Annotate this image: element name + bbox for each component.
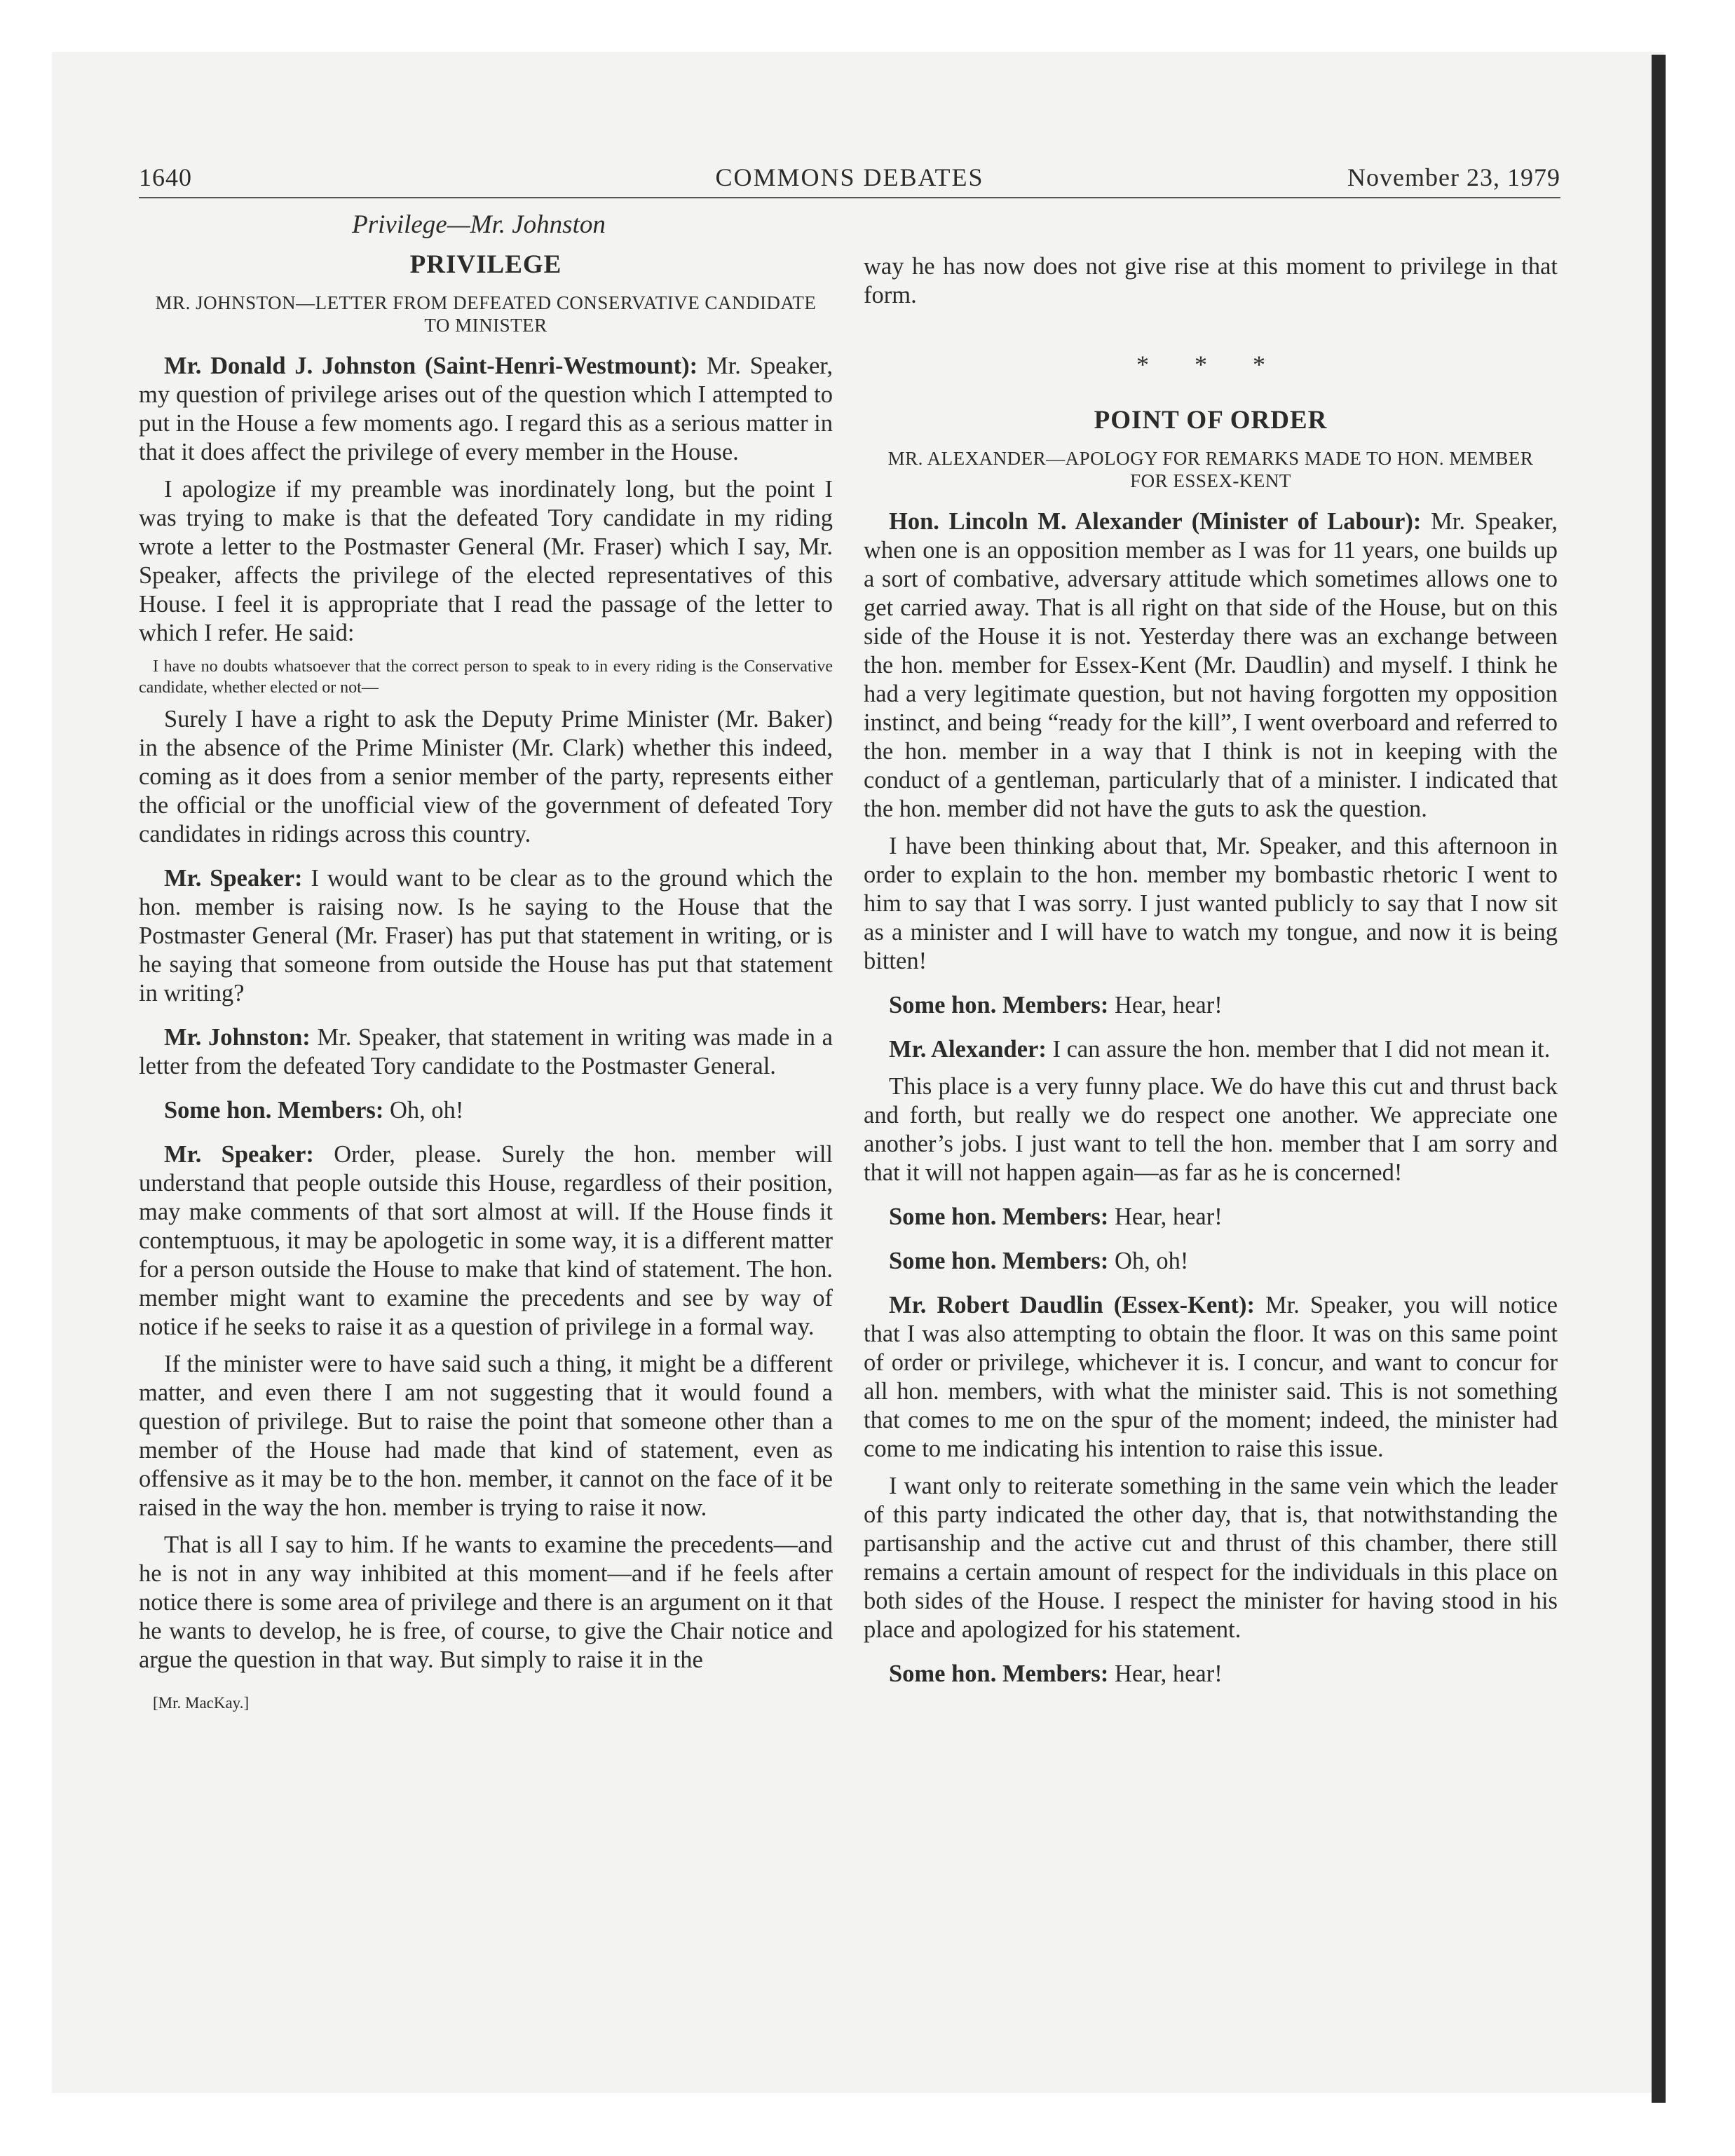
speech-members-2 xyxy=(864,991,1558,1020)
speaker-name: Some hon. Members: xyxy=(889,1660,1109,1687)
speech-text: Mr. Speaker, you will notice that I was also attempting to obtain the floor. It was on this same point of order or privilege, whichever it is. I concur, and want to concur for all hon. members, with what the minister said. This is not something that comes to me on the spur of the moment; indeed, the minister had come to me indicating his intention to raise this issue. xyxy=(864,1292,1558,1462)
running-head: Privilege—Mr. Johnston xyxy=(352,210,606,239)
speech-text: Hear, hear! xyxy=(1108,992,1223,1018)
speaker-name: Hon. Lincoln M. Alexander (Minister of Labour): xyxy=(889,508,1422,535)
sub-head-alexander: MR. ALEXANDER—APOLOGY FOR REMARKS MADE TO HON. MEMBER FOR ESSEX-KENT xyxy=(887,448,1534,491)
speaker-name: Mr. Donald J. Johnston (Saint-Henri-Westmount): xyxy=(164,353,698,379)
speech-text: I can assure the hon. member that I did not mean it. xyxy=(1046,1036,1551,1063)
letter-quote: I have no doubts whatsoever that the correct person to speak to in every riding is the Conservative candidate, whether elected or not— xyxy=(139,657,833,697)
speaker-name: Some hon. Members: xyxy=(889,992,1109,1018)
header-rule xyxy=(139,197,1560,198)
speaker-name: Mr. Robert Daudlin (Essex-Kent): xyxy=(889,1292,1255,1318)
section-title-privilege: PRIVILEGE xyxy=(409,250,562,279)
right-column xyxy=(864,252,1558,1688)
speaker-name: Some hon. Members: xyxy=(889,1248,1109,1274)
paragraph: This place is a very funny place. We do have this cut and thrust back and forth, but really we do respect one another. We appreciate one another’s jobs. I just want to tell the hon. member that I am sorry and that it will not happen again—as far as he is concerned! xyxy=(864,1073,1558,1186)
speaker-name: Some hon. Members: xyxy=(164,1097,384,1124)
page-number: 1640 xyxy=(139,163,192,191)
speech-members-4 xyxy=(864,1247,1558,1276)
speech-text: Mr. Speaker, when one is an opposition member as I was for 11 years, one builds up a sort of combative, adversary attitude which sometimes allows one to get carried away. That is all right on that side of the House, but on this side of the House it is not. Yesterday there was an exchange between the hon. member for Essex-Kent (Mr. Daudlin) and myself. I think he had a very legitimate question, but not having forgotten my opposition instinct, and being “ready for the kill”, I went overboard and referred to the hon. member in a way that I think is not in keeping with the conduct of a gentleman, particularly that of a minister. I indicated that the hon. member did not have the guts to ask the question. xyxy=(864,508,1558,822)
speech-text: Oh, oh! xyxy=(1108,1248,1189,1274)
paragraph-continued: way he has now does not give rise at this moment to privilege in that form. xyxy=(864,253,1558,308)
speaker-name: Mr. Johnston: xyxy=(164,1024,311,1051)
paragraph: I want only to reiterate something in the same vein which the leader of this party indicated the other day, that is, that notwithstanding the partisanship and the active cut and thrust of this chamber, there still remains a certain amount of respect for the individuals in this place on both sides of the House. I respect the minister for having stood in his place and apologized for his statement. xyxy=(864,1473,1558,1643)
speaker-name: Mr. Speaker: xyxy=(164,865,303,892)
speech-members-3 xyxy=(864,1203,1558,1231)
section-separator-stars: * * * xyxy=(1136,350,1285,378)
speech-alexander-1 xyxy=(864,507,1558,824)
paragraph: If the minister were to have said such a thing, it might be a different matter, and even there I am not suggesting that it would found a question of privilege. But to raise the point that someone other than a member of the House had made that kind of statement, even as offensive as it may be to the hon. member, it cannot on the face of it be raised in the way the hon. member is trying to raise it now. xyxy=(139,1351,833,1521)
speech-text: I would want to be clear as to the ground which the hon. member is raising now. Is he saying to the House that the Postmaster General (Mr. Fraser) has put that statement in writing, or is he saying that someone from outside the House has put that statement in writing? xyxy=(139,865,834,1007)
page-header xyxy=(139,163,1560,199)
speech-text: Oh, oh! xyxy=(383,1097,464,1124)
section-title-point-of-order: POINT OF ORDER xyxy=(1094,406,1328,435)
attribution-note: [Mr. MacKay.] xyxy=(153,1694,250,1712)
paragraph: That is all I say to him. If he wants to examine the precedents—and he is not in any way inhibited at this moment—and if he feels after notice there is some area of privilege and there is an argument on it that he wants to develop, he is free, of course, to give the Chair notice and argue the question in that way. But simply to raise it in the xyxy=(139,1531,833,1673)
paragraph: Surely I have a right to ask the Deputy Prime Minister (Mr. Baker) in the absence of the Prime Minister (Mr. Clark) whether this indeed, coming as it does from a senior member of the party, represents either the official or the unofficial view of the government of defeated Tory candidates in ridings across this country. xyxy=(139,706,833,847)
speaker-name: Mr. Speaker: xyxy=(164,1141,314,1168)
speech-alexander-2 xyxy=(864,1035,1558,1064)
speech-johnston-1 xyxy=(139,352,833,467)
speaker-name: Some hon. Members: xyxy=(889,1203,1109,1230)
page-date: November 23, 1979 xyxy=(1347,163,1560,191)
speech-text: Mr. Speaker, that statement in writing was made in a letter from the defeated Tory candidate to the Postmaster General. xyxy=(139,1024,833,1079)
speech-text: Hear, hear! xyxy=(1108,1660,1223,1687)
scan-edge-shadow xyxy=(1652,55,1666,2103)
speech-johnston-2 xyxy=(139,1023,833,1081)
speech-text: Mr. Speaker, my question of privilege arises out of the question which I attempted to put in the House a few moments ago. I regard this as a serious matter in that it does affect the privilege of every member in the House. xyxy=(139,353,833,465)
speech-speaker-1 xyxy=(139,864,833,1008)
speech-text: Hear, hear! xyxy=(1108,1203,1223,1230)
speech-members-1 xyxy=(139,1096,833,1125)
speech-speaker-2 xyxy=(139,1140,833,1342)
paragraph: I have been thinking about that, Mr. Speaker, and this afternoon in order to explain to the hon. member my bombastic rhetoric I went to him to say that I was sorry. I just wanted publicly to say that I now sit as a minister and I will have to watch my tongue, and now it is being bitten! xyxy=(864,833,1558,974)
paragraph: I apologize if my preamble was inordinately long, but the point I was trying to make is that the defeated Tory candidate in my riding wrote a letter to the Postmaster General (Mr. Fraser) which I say, Mr. Speaker, affects the privilege of the elected representatives of this House. I feel it is appropriate that I read the passage of the letter to which I refer. He said: xyxy=(139,476,833,646)
sub-head-johnston: MR. JOHNSTON—LETTER FROM DEFEATED CONSERVATIVE CANDIDATE TO MINISTER xyxy=(155,292,817,336)
publication-title: COMMONS DEBATES xyxy=(715,163,984,191)
speech-text: Order, please. Surely the hon. member will understand that people outside this House, regardless of their position, may make comments of that sort almost at will. If the House finds it contemptuous, it may be apologetic in some way, it is a different matter for a person outside the House to make that kind of statement. The hon. member might want to examine the precedents and see by way of notice if he seeks to raise it as a question of privilege in a formal way. xyxy=(139,1141,834,1340)
speaker-name: Mr. Alexander: xyxy=(889,1036,1047,1063)
speech-daudlin xyxy=(864,1291,1558,1464)
speech-members-5 xyxy=(864,1660,1558,1688)
left-column xyxy=(139,210,833,1717)
